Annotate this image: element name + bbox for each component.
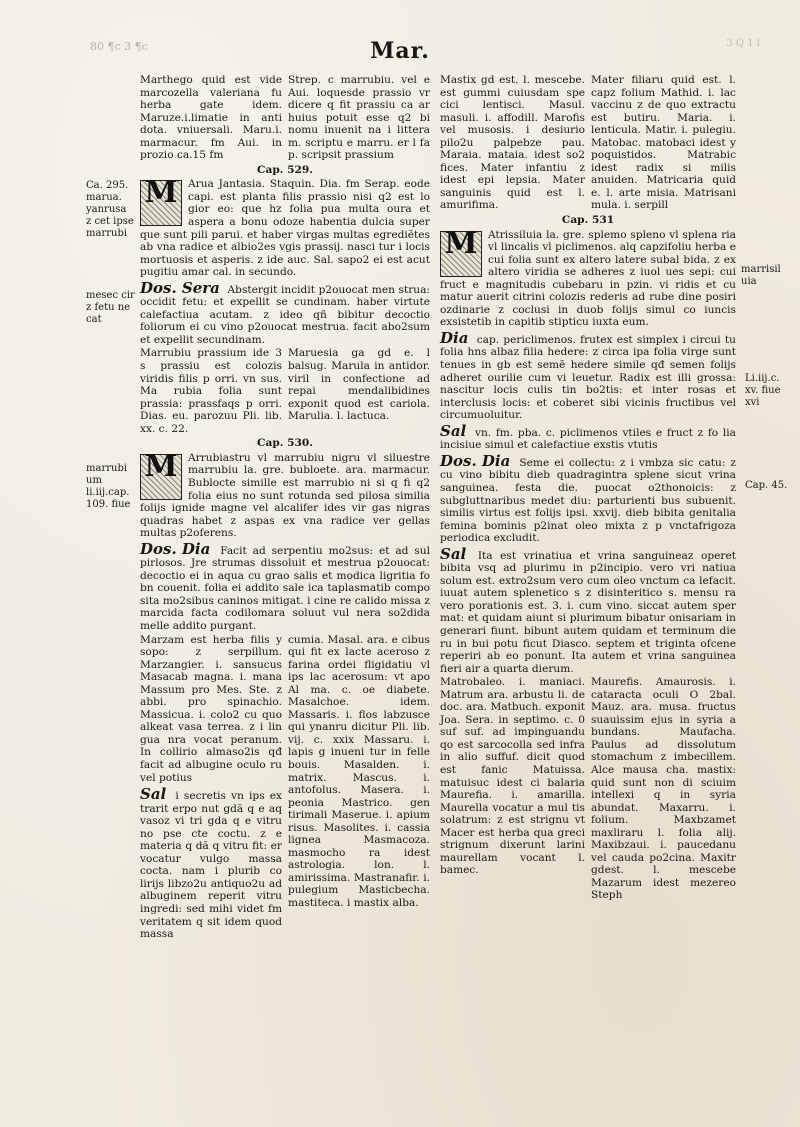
dos-dia-paragraph-2 bbox=[440, 453, 736, 545]
section-head-dia: Dia bbox=[440, 328, 469, 347]
entries-middle-left: Marrubiu prassium ide 3 s prassiu est colozis viridis filis p orri. vn sus. Ma rubia folia sunt prassia: prassfaqs p orri. Dias. eu. parozuu Pli. lib. xx. c. 22. bbox=[140, 347, 282, 435]
sal-body-1: vn. fm. pba. c. piclimenos vtiles e fruct z fo lia incisiue simul et calefactiue exstis vtutis bbox=[440, 426, 736, 452]
dos-sera-body: Abstergit incidit p2ouocat men strua: occidit fetu: et expellit se cundinam. haber virtute calefactiua acutam. z ideo qñ bibitur decoctio foliorum ei cu vino p2ouocat mestrua. facit abo2sum et expellit secundinam. bbox=[140, 283, 430, 346]
entries-block-top-2 bbox=[440, 74, 736, 212]
entries-top-right: Strep. c marrubiu. vel e Aui. loquesde prassio vr dicere q fit prassiu ca ar huius potuit esse q2 bi nomu inuenit na i littera m. scriptu e marru. er l fa p. scripsit prassium bbox=[288, 74, 430, 162]
sal-body-2: Ita est vrinatiua et vrina sanguineaz operet bibita vsq ad plurimu in p2incipio. vero vri natiua solum est. extro2sum vero cum oleo vnctum ca lefacit. iuuat autem splenetico s z disinteritico s. mensu ra vero porationis est. 3. i. cum vino. siccat autem sper mat: et quidam aiunt si plurimum bibatur onisariam in generari fiunt. bibunt autem quidam et terminum die ru in bui potu ficut Diasco. septem et triginta ofcene reperiri ab eo ponunt. Ita autem et vrina sanguinea fieri air a quarta dierum. bbox=[440, 549, 736, 675]
margin-note-left-3: marrubi um li.iij.cap. 109. fiue bbox=[86, 463, 131, 510]
margin-note-left-2: mesec cir z fetu ne cat bbox=[86, 290, 135, 325]
section-head-sal-1: Sal bbox=[440, 421, 467, 440]
column-right bbox=[440, 74, 736, 902]
chapter-529-text bbox=[140, 175, 430, 279]
decorated-initial-m-3: M bbox=[440, 231, 482, 277]
sal-paragraph-1 bbox=[440, 423, 736, 452]
margin-note-right-3: Cap. 45. bbox=[745, 480, 788, 491]
entries-lower-left-wrap bbox=[140, 634, 282, 941]
section-head-dos-sera: Dos. Sera bbox=[140, 278, 220, 297]
section-head-dos-dia-2: Dos. Dia bbox=[440, 451, 511, 470]
chapter-531-body: Atrissiluia la. gre. splemo spleno vl splena ria vl lincalis vl piclimenos. alq capzifoliu herba e cui folia sunt ex altero latere subal bida. z ex altero viridia se adheres z iuol ues sepi: cui fruct e magnitudis cubebaru in pzin. vi ridis et cu matur auerit citrini colozis rederis ad rube dine posiri ozdinarie z coclusi in duob folijs simul co iuncis exsistetib in capitib stipticu iuxta eum. bbox=[440, 228, 736, 329]
chapter-531-text bbox=[440, 225, 736, 329]
margin-note-left-1: Ca. 295. marua. yanrusa z cet ipse marrubi bbox=[86, 180, 134, 239]
entries-top-left: Marthego quid est vide marcozella valeriana fu herba gate idem. Maruze.i.limatie in anti dota. vniuersali. Maru.i. marmacur. fm Aui. in prozio ca.15 fm bbox=[140, 74, 282, 162]
entries-lower-left: Marzam est herba filis y sopo: z serpillum. Marzangier. i. sansucus Masacab magna. i. mana Massum pro Mes. Ste. z abbi. pro spinachio. Massicua. i. colo2 cu quo alkeat vasa terrea. z i lin gua nra vocat peranum. In collirio almaso2is qđ facit ad albugine oculo ru vel potius bbox=[140, 633, 282, 784]
chapter-530-text bbox=[140, 448, 430, 540]
entries-top-left-2: Mastix gd est. l. mescebe. est gummi cuiusdam spe cici lentisci. Masul. masuli. i. affodill. Marofis vel musosis. i desiurio pilo2u palpebze pau. Maraia. mataia. idest so2 fices. Mater infantiu z idest epi lepsia. Mater sanguinis quid est l. amurifima. bbox=[440, 74, 585, 212]
entries-block-lower-2 bbox=[440, 676, 736, 902]
running-head: Mar. bbox=[370, 38, 430, 64]
entries-block-middle bbox=[140, 347, 430, 435]
chapter-heading-530: Cap. 530. bbox=[257, 437, 313, 450]
section-head-sal-2: Sal bbox=[440, 544, 467, 563]
chapter-530-body: Arrubiastru vl marrubiu nigru vl siluestre marrubiu la. gre. bubloete. ara. marmacur. Bublocte simille est marrubio ni si q fi q2 folia eius no sunt rotunda sed pilosa similia folijs ignide magne vel alcalifer ides vir gas nigras quadras habet z aspas ex vna radice ver gellas multas p2oferens. bbox=[140, 451, 430, 540]
column-left bbox=[140, 74, 430, 941]
entries-lower-left-2: Matrobaleo. i. maniaci. Matrum ara. arbustu li. de doc. ara. Matbuch. exponit Joa. Sera. in septimo. c. 0 suf suf. ad impinguandu qo est sarcocolla sed infra in alio suffuf. dicit quod est fanic Matuissa. matuisuc idest ci balaria Maurefia. i. amarilla. Maurella vocatur a mul tis solatrum: z est strignu vt Macer est herba qua greci strignum dixerunt larini maurellam vocant l. bamec. bbox=[440, 676, 585, 877]
bleed-through-text-right: 3 Q 1 l bbox=[726, 38, 760, 49]
entries-lower-right-2: Maurefis. Amaurosis. i. cataracta oculi O 2bal. Mauz. ara. musa. fructus suauissim ejus in syria a bundans. Maufacha. Paulus ad dissolutum stomachum z imbecillem. Alce mausa cha. mastix: quid sunt non di sciuim intellexi q in syria abundat. Maxarru. i. folium. Maxbzamet maxliraru l. folia alij. Maxibzaui. i. paucedanu vel cauda po2cina. Maxitr gdest. l. mescebe Mazarum idest mezereo Steph bbox=[591, 676, 736, 902]
dia-body: cap. periclimenos. frutex est simplex i circui tu folia hns albaz filia hedere: z circa ipa folia virge sunt tenues in gb est semē hedere simile qđ semen folijs adheret ourilie cum vi leuetur. Radix est illi grossa: nascitur locis culis tin bo2tis: et inter rosas et interclusis locis: et coberet sibi vicinis fructibus vel circumuoluitur. bbox=[440, 333, 736, 422]
entries-block-lower bbox=[140, 634, 430, 941]
section-head-dos-dia: Dos. Dia bbox=[140, 539, 211, 558]
dioscorides-paragraph bbox=[140, 541, 430, 633]
bleed-through-text-left: 80 ¶c 3 ¶c bbox=[90, 40, 148, 53]
chapter-529-body: Arua Jantasia. Staquin. Dia. fm Serap. eode capi. est planta filis prassio nisi q2 est lo gior eo: que hz folia pua multa oura et aspera a bonu odoze habentia dulcia super que sunt pili parui. et haber virgas multas egrediĕtes ab vna radice et albio2es vgis prassij. nasci tur i locis mortuosis et asperis. z ide auc. Sal. sapo2 ei est acut pugitiu amar cal. in secundo. bbox=[140, 178, 430, 279]
decorated-initial-m-2: M bbox=[140, 454, 182, 500]
chapter-heading-531: Cap. 531 bbox=[561, 214, 615, 227]
dioscorides-serapion-paragraph bbox=[140, 280, 430, 347]
margin-note-right-2: Li.iij.c. xv. fiue xvi bbox=[745, 373, 781, 408]
entries-block-top bbox=[140, 74, 430, 162]
sal-body: i secretis vn ips ex trarit erpo nut gdă q e aq vasoz vi tri gda q e vitru no pse cte coctu. z e materia q dă q vitru fit: er vocatur vulgo massa cocta. nam i plurib co lirijs libzo2u antiquo2u ad albuginem reperit vitru ingredi: sed mihi videt fm veritatem q sit idem quod massa bbox=[140, 790, 282, 941]
sal-paragraph bbox=[140, 786, 282, 941]
entries-middle-right: Maruesia ga gd e. l balsug. Marula in antidor. viril in confectione ad repai mendalibidines exponit quod est cariola. Marulia. l. lactuca. bbox=[288, 347, 430, 423]
dia-paragraph bbox=[440, 330, 736, 422]
margin-note-right-1: marrisil uia bbox=[741, 264, 781, 287]
decorated-initial-m: M bbox=[140, 180, 182, 226]
chapter-heading-529: Cap. 529. bbox=[257, 163, 313, 176]
section-head-sal: Sal bbox=[140, 785, 167, 804]
dos-dia-body-2: Seme ei collectu: z i vmbza sic catu: z cu vino bibitu dieb quadragintra splene sicut vrina sanguinea. festa die. puocat o2thonoicis: z subgluttnaribus medet diu: parturienti bus subuenit. similis virtus est folijs ipsi. xxvij. dieb bibita genitalia femina bominis p2inat oleo mixta z p vnctafrigoza periodica excludit. bbox=[440, 456, 737, 545]
entries-lower-right: cumia. Masal. ara. e cibus qui fit ex lacte aceroso z farina ordei fligidatiu vl ips lac acerosum: vt apo Al ma. c. oe diabete. Masalchoe. idem. Massaris. i. flos labzusce qui ynanru dicitur Pli. lib. vij. c. xxix Massaru. i. lapis g inueni tur in felle bouis. Masalden. i. matrix. Mascus. i. antofolus. Masera. i. peonia Mastrico. gen tirimali Maserue. i. apium risus. Masolites. i. cassia lignea Masmacoza. masmocho ra idest astrologia. lon. l. amirissima. Mastranafir. i. pulegium Masticbecha. mastiteca. i mastix alba. bbox=[288, 633, 430, 909]
entries-top-right-2: Mater filiaru quid est. l. capz folium Mathid. i. lac vaccinu z de quo extractu est butiru. Maria. i. lenticula. Matir. i. pulegiu. Matobac. matobaci idest y poquistidos. Matrabic idest radix si milis anuiden. Matricaria quid e. l. arte misia. Matrisani mula. i. serpill bbox=[591, 74, 736, 212]
sal-paragraph-2 bbox=[440, 546, 736, 675]
dos-dia-body: Facit ad serpentiu mo2sus: et ad sul pirlosos. Jre strumas dissoluit et mestrua p2ouocat: decoctio ei in aqua cu grao salis et modica ligritia fo bn couenit. folia ei addito sale ica taplasmatib compo sita mo2sibus caninos mitigat. i cine re calido missa z marcida facta codilomara soluut vul nera so2dida melle addito purgant. bbox=[140, 544, 430, 632]
